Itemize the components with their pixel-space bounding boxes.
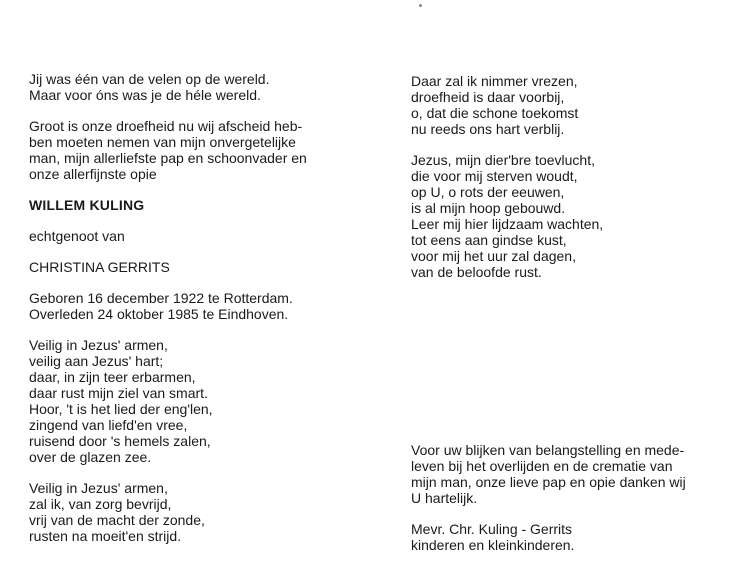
announcement-line: ben moeten nemen van mijn onvergetelijke xyxy=(29,134,296,150)
verse-line: tot eens aan gindse kust, xyxy=(411,232,567,248)
verse-line: voor mij het uur zal dagen, xyxy=(411,248,576,264)
poem-line: ruisend door 's hemels zalen, xyxy=(29,433,211,449)
signature-line: kinderen en kleinkinderen. xyxy=(411,537,575,553)
announcement-line: Groot is onze droefheid nu wij afscheid heb- xyxy=(29,118,303,134)
right-column xyxy=(411,73,721,280)
poem-line: Veilig in Jezus' armen, xyxy=(29,337,168,353)
thanks-section xyxy=(411,442,721,553)
verse-line: is al mijn hoop gebouwd. xyxy=(411,200,566,216)
verse-line: o, dat die schone toekomst xyxy=(411,105,579,121)
thanks-line: U hartelijk. xyxy=(411,490,478,506)
verse-line: Daar zal ik nimmer vrezen, xyxy=(411,73,578,89)
print-speck xyxy=(419,4,422,7)
verse-line: droefheid is daar voorbij, xyxy=(411,89,565,105)
poem-line: zingend van liefd'en vree, xyxy=(29,417,188,433)
announcement-line: man, mijn allerliefste pap en schoonvader en xyxy=(29,150,307,166)
left-column xyxy=(29,71,359,544)
verse-2 xyxy=(411,152,721,280)
signature xyxy=(411,521,721,553)
birth-line: Geboren 16 december 1922 te Rotterdam. xyxy=(29,290,293,306)
poem-line: daar rust mijn ziel van smart. xyxy=(29,385,208,401)
verse-line: Leer mij hier lijdzaam wachten, xyxy=(411,216,604,232)
poem-line: veilig aan Jezus' hart; xyxy=(29,353,164,369)
thanks-line: mijn man, onze lieve pap en opie danken wij xyxy=(411,474,686,490)
thanks-line: Voor uw blijken van belangstelling en mede- xyxy=(411,442,685,458)
spouse-intro: echtgenoot van xyxy=(29,228,125,244)
poem-line: Hoor, 't is het lied der eng'len, xyxy=(29,401,213,417)
intro-line: Maar voor óns was je de héle wereld. xyxy=(29,87,261,103)
spouse-name: CHRISTINA GERRITS xyxy=(29,259,170,275)
announcement-paragraph xyxy=(29,118,359,182)
verse-line: Jezus, mijn dier'bre toevlucht, xyxy=(411,152,595,168)
poem-line: rusten na moeit'en strijd. xyxy=(29,528,182,544)
verse-line: die voor mij sterven woudt, xyxy=(411,168,578,184)
announcement-line: onze allerfijnste opie xyxy=(29,166,157,182)
intro-line: Jij was één van de velen op de wereld. xyxy=(29,71,270,87)
verse-line: nu reeds ons hart verblij. xyxy=(411,121,565,137)
deceased-name: WILLEM KULING xyxy=(29,197,145,213)
poem-stanza-1 xyxy=(29,337,359,465)
life-dates xyxy=(29,290,359,322)
poem-line: zal ik, van zorg bevrijd, xyxy=(29,496,172,512)
thanks-paragraph xyxy=(411,442,721,506)
thanks-line: leven bij het overlijden en de crematie van xyxy=(411,458,673,474)
verse-line: van de beloofde rust. xyxy=(411,264,542,280)
verse-1 xyxy=(411,73,721,137)
death-line: Overleden 24 oktober 1985 te Eindhoven. xyxy=(29,306,289,322)
poem-line: vrij van de macht der zonde, xyxy=(29,512,205,528)
poem-stanza-2 xyxy=(29,480,359,544)
intro-verse xyxy=(29,71,359,103)
verse-line: op U, o rots der eeuwen, xyxy=(411,184,565,200)
poem-line: over de glazen zee. xyxy=(29,449,152,465)
poem-line: daar, in zijn teer erbarmen, xyxy=(29,369,196,385)
signature-line: Mevr. Chr. Kuling - Gerrits xyxy=(411,521,573,537)
poem-line: Veilig in Jezus' armen, xyxy=(29,480,168,496)
